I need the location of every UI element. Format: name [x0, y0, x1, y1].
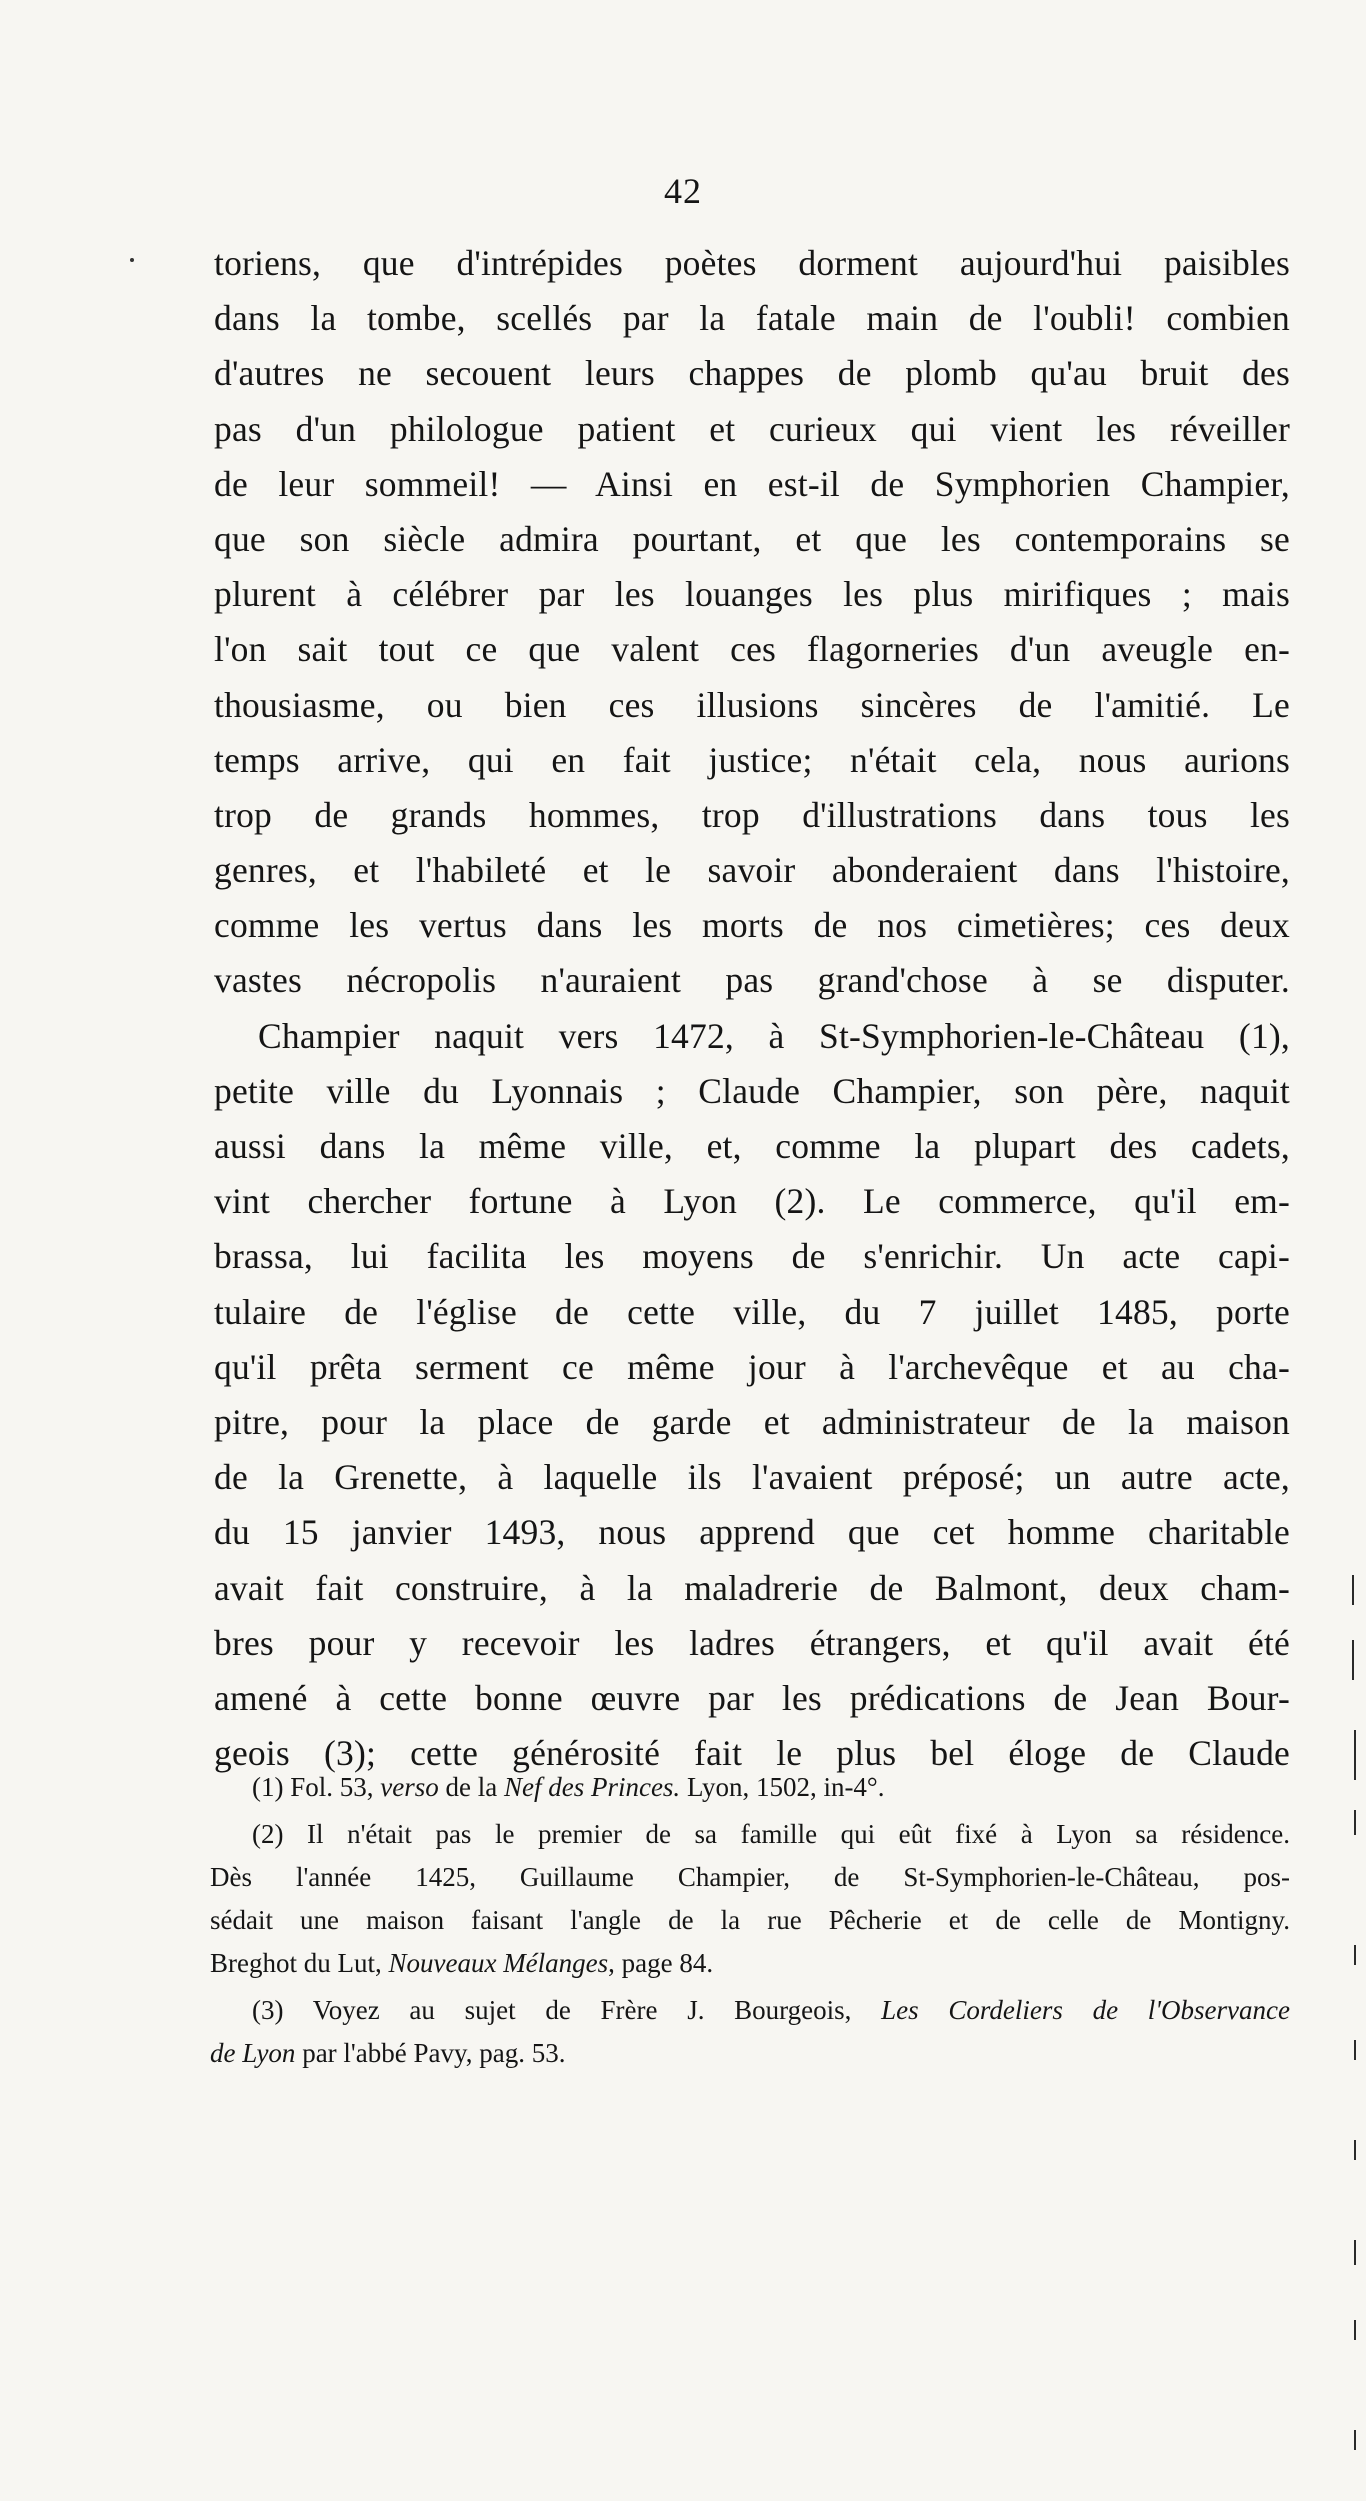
text-line: d'autres ne secouent leurs chappes de plomb qu'au bruit des — [214, 353, 1290, 394]
scan-artifact-mark — [1354, 1810, 1356, 1835]
footnote-2-last-line: Breghot du Lut, Nouveaux Mélanges, page 84. — [210, 1948, 714, 1978]
footnote-2-line: sédait une maison faisant l'angle de la rue Pêcherie et de celle de Montigny. — [210, 1905, 1290, 1935]
text-line: vint chercher fortune à Lyon (2). Le commerce, qu'il em- — [214, 1181, 1290, 1222]
text-line: avait fait construire, à la maladrerie de Balmont, deux cham- — [214, 1567, 1290, 1608]
text-line: toriens, que d'intrépides poètes dorment aujourd'hui paisibles — [214, 243, 1290, 283]
text-line: geois (3); cette générosité fait le plus bel éloge de Claude — [214, 1733, 1290, 1774]
text-line: amené à cette bonne œuvre par les prédications de Jean Bour- — [214, 1677, 1290, 1718]
text-line: vastes nécropolis n'auraient pas grand'chose à se disputer. — [214, 960, 1290, 1001]
text-line: bres pour y recevoir les ladres étrangers, et qu'il avait été — [214, 1622, 1290, 1663]
text-line: du 15 janvier 1493, nous apprend que cet homme charitable — [214, 1512, 1290, 1553]
text-line: pas d'un philologue patient et curieux qui vient les réveiller — [214, 408, 1290, 449]
scan-artifact-mark — [1354, 1730, 1356, 1780]
page-number: 42 — [664, 171, 702, 211]
footnote-2-line: (2) Il n'était pas le premier de sa famille qui eût fixé à Lyon sa résidence. — [252, 1819, 1290, 1849]
text-line: brassa, lui facilita les moyens de s'enrichir. Un acte capi- — [214, 1236, 1290, 1277]
scan-artifact-mark — [1354, 2240, 1356, 2265]
main-text-block — [214, 236, 1290, 1781]
scan-artifact-mark — [1354, 2320, 1356, 2340]
text-line: comme les vertus dans les morts de nos cimetières; ces deux — [214, 905, 1290, 946]
text-line: aussi dans la même ville, et, comme la plupart des cadets, — [214, 1126, 1290, 1166]
footnote-3-last-line: de Lyon par l'abbé Pavy, pag. 53. — [210, 2038, 566, 2068]
scan-artifact-mark — [1354, 2040, 1356, 2060]
text-line: plurent à célébrer par les louanges les plus mirifiques ; mais — [214, 574, 1290, 615]
text-line: de leur sommeil! — Ainsi en est-il de Symphorien Champier, — [214, 463, 1290, 504]
scan-artifact-mark — [1354, 1945, 1356, 1965]
text-line: que son siècle admira pourtant, et que les contemporains se — [214, 518, 1290, 559]
text-line: Champier naquit vers 1472, à St-Symphorien-le-Château (1), — [258, 1015, 1290, 1056]
footnote-1: (1) Fol. 53, verso de la Nef des Princes. Lyon, 1502, in-4°. — [252, 1772, 885, 1802]
scan-artifact-mark — [1354, 2430, 1356, 2450]
margin-speck — [130, 258, 134, 262]
footnote-3-line: (3) Voyez au sujet de Frère J. Bourgeois, Les Cordeliers de l'Observance — [252, 1995, 1290, 2025]
footnote-2-line: Dès l'année 1425, Guillaume Champier, de St-Symphorien-le-Château, pos- — [210, 1862, 1290, 1892]
text-line: dans la tombe, scellés par la fatale main de l'oubli! combien — [214, 298, 1290, 339]
text-line: thousiasme, ou bien ces illusions sincères de l'amitié. Le — [214, 684, 1290, 725]
scan-artifact-mark — [1354, 2140, 1356, 2160]
text-line: temps arrive, qui en fait justice; n'était cela, nous aurions — [214, 739, 1290, 780]
text-line: petite ville du Lyonnais ; Claude Champier, son père, naquit — [214, 1070, 1290, 1111]
text-line: trop de grands hommes, trop d'illustrations dans tous les — [214, 794, 1290, 835]
text-line: pitre, pour la place de garde et administrateur de la maison — [214, 1401, 1290, 1442]
footnotes — [210, 1766, 1290, 2075]
text-line: de la Grenette, à laquelle ils l'avaient préposé; un autre acte, — [214, 1457, 1290, 1498]
scan-artifact-mark — [1352, 1640, 1354, 1680]
text-line: tulaire de l'église de cette ville, du 7 juillet 1485, porte — [214, 1291, 1290, 1332]
text-line: qu'il prêta serment ce même jour à l'archevêque et au cha- — [214, 1346, 1290, 1387]
text-line: l'on sait tout ce que valent ces flagorneries d'un aveugle en- — [214, 629, 1290, 670]
text-line: genres, et l'habileté et le savoir abonderaient dans l'histoire, — [214, 850, 1290, 891]
scan-artifact-mark — [1352, 1575, 1354, 1605]
